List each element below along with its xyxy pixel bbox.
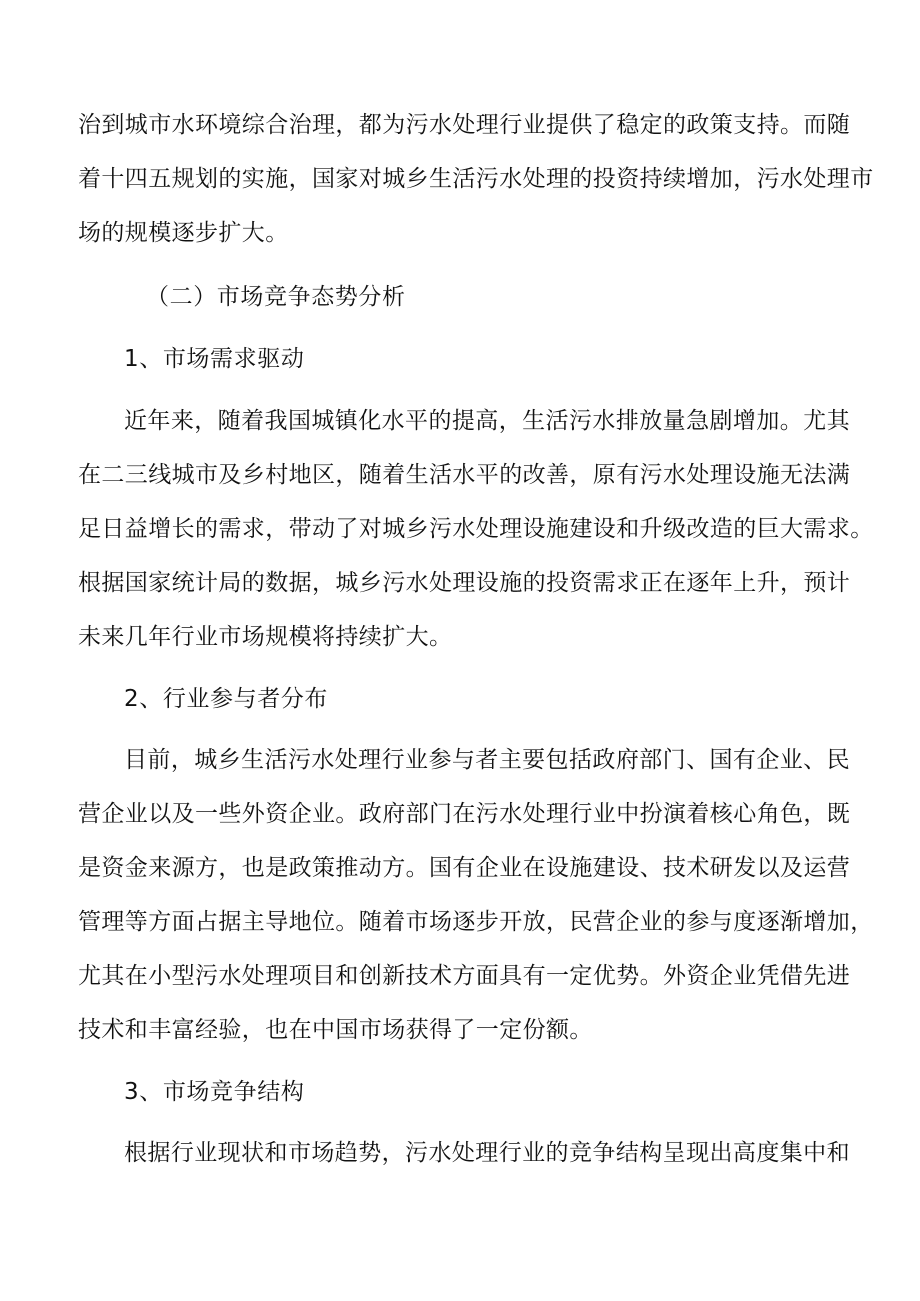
section-heading: （二）市场竞争态势分析 <box>146 284 406 310</box>
subsection-2-title: 2、行业参与者分布 <box>124 686 329 712</box>
intro-line-2: 着十四五规划的实施，国家对城乡生活污水处理的投资持续增加，污水处理市 <box>78 166 874 192</box>
subsection-3-line-1: 根据行业现状和市场趋势，污水处理行业的竞争结构呈现出高度集中和 <box>124 1140 850 1166</box>
subsection-2-line-5: 尤其在小型污水处理项目和创新技术方面具有一定优势。外资企业凭借先进 <box>78 963 851 989</box>
subsection-1-title: 1、市场需求驱动 <box>124 346 305 372</box>
subsection-2-line-6: 技术和丰富经验，也在中国市场获得了一定份额。 <box>78 1017 593 1043</box>
subsection-2-line-3: 是资金来源方，也是政策推动方。国有企业在设施建设、技术研发以及运营 <box>78 855 851 881</box>
subsection-3-title: 3、市场竞争结构 <box>124 1079 305 1105</box>
subsection-1-line-2: 在二三线城市及乡村地区，随着生活水平的改善，原有污水处理设施无法满 <box>78 462 851 488</box>
subsection-1-line-4: 根据国家统计局的数据，城乡污水处理设施的投资需求正在逐年上升，预计 <box>78 570 851 596</box>
subsection-2-line-4: 管理等方面占据主导地位。随着市场逐步开放，民营企业的参与度逐渐增加， <box>78 909 874 935</box>
subsection-2-line-1: 目前，城乡生活污水处理行业参与者主要包括政府部门、国有企业、民 <box>124 747 850 773</box>
intro-line-1: 治到城市水环境综合治理，都为污水处理行业提供了稳定的政策支持。而随 <box>78 112 851 138</box>
subsection-1-line-5: 未来几年行业市场规模将持续扩大。 <box>78 624 453 650</box>
subsection-1-line-3: 足日益增长的需求，带动了对城乡污水处理设施建设和升级改造的巨大需求。 <box>78 516 874 542</box>
subsection-1-line-1: 近年来，随着我国城镇化水平的提高，生活污水排放量急剧增加。尤其 <box>124 408 850 434</box>
subsection-2-line-2: 营企业以及一些外资企业。政府部门在污水处理行业中扮演着核心角色，既 <box>78 801 851 827</box>
intro-line-3: 场的规模逐步扩大。 <box>78 220 289 246</box>
